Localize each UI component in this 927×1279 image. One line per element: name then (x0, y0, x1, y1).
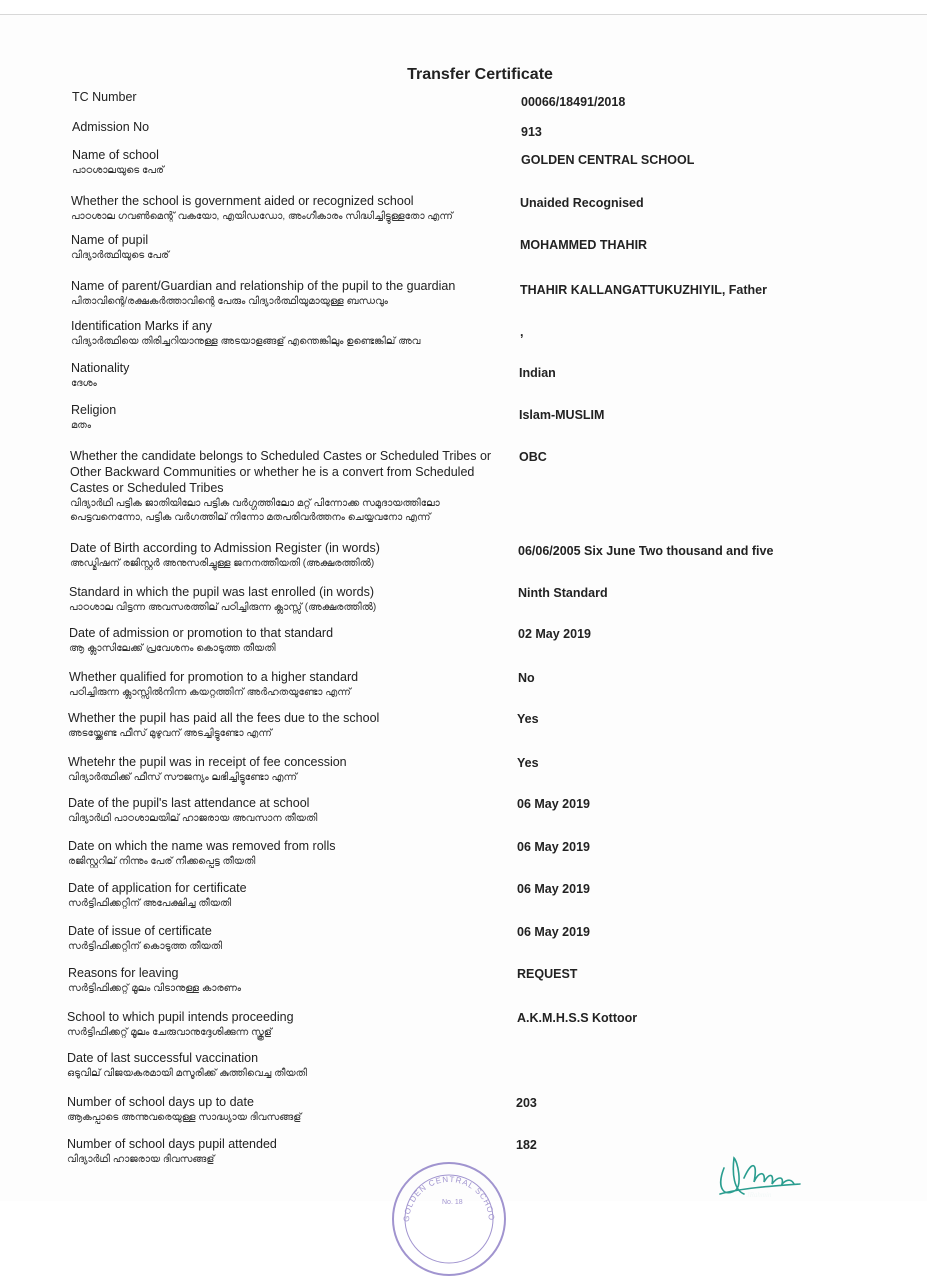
field-label-en: Date of application for certificate (68, 881, 247, 895)
field-value: Unaided Recognised (520, 196, 644, 210)
field-label-ml: സർട്ടിഫിക്കറ്റ് മൂലം ചേരുവാനുദ്ദേശിക്കുന്ന സ്കൂള് (67, 1027, 272, 1038)
field-label-en: Date of issue of certificate (68, 924, 212, 938)
field-label (68, 923, 498, 954)
field-label (71, 278, 501, 309)
field-label-ml: അഡ്മിഷന് രജിസ്റ്റർ അനുസരിച്ചുള്ള ജനനത്തീയതി (അക്ഷരത്തിൽ) (70, 558, 375, 569)
field-label (71, 360, 501, 391)
field-label (69, 669, 499, 700)
field-value: MOHAMMED THAHIR (520, 238, 648, 252)
field-label-ml: ആ ക്ലാസിലേക്ക് പ്രവേശനം കൊടുത്ത തീയതി (69, 643, 276, 654)
field-value: GOLDEN CENTRAL SCHOOL (521, 153, 695, 167)
field-value: 06 May 2019 (517, 797, 590, 811)
field-label-ml: രജിസ്റ്ററില് നിന്നും പേര് നീക്കപ്പെട്ട തീയതി (68, 856, 256, 867)
field-label-ml: വിദ്യാർഥി പട്ടിക ജാതിയിലോ പട്ടിക വർഗ്ഗത്തിലോ മറ്റ് പിന്നോക്ക സമുദായത്തിലോ പെട്ടവനെന്നോ, പട്ടിക വർഗത്തില് നിന്നോ മതപരിവർത്തനം ചെയ്യവനോ എന്ന് (70, 498, 440, 523)
field-label-en: Standard in which the pupil was last enrolled (in words) (69, 585, 375, 599)
field-label (67, 1009, 497, 1040)
field-label-ml: വിദ്യാർത്ഥിയെ തിരിച്ചറിയാനുള്ള അടയാളങ്ങള് എന്തെങ്കിലും ഉണ്ടെങ്കില് അവ (71, 336, 421, 347)
field-value: No (518, 671, 535, 685)
field-label (70, 448, 500, 525)
field-value: 06 May 2019 (517, 840, 590, 854)
field-label-en: Religion (71, 403, 117, 417)
field-label-en: Identification Marks if any (71, 319, 213, 333)
field-label-ml: വിദ്യാർഥി ഹാജരായ ദിവസങ്ങള് (67, 1154, 215, 1165)
field-label-en: School to which pupil intends proceeding (67, 1010, 294, 1024)
field-label (71, 193, 501, 224)
field-label-en: TC Number (72, 90, 137, 104)
field-label-ml: ആകപ്പാടെ അന്നുവരെയുള്ള സാദ്ധ്യായ ദിവസങ്ങള് (67, 1112, 302, 1123)
field-label-ml: പാഠശാല വിട്ടന്ന അവസരത്തില് പഠിച്ചിരുന്ന ക്ലാസ്സ് (അക്ഷരത്തിൽ) (69, 602, 377, 613)
field-value: Indian (519, 366, 556, 380)
field-label-ml: പാഠശാല ഗവൺമെന്റ് വകയോ, എയിഡഡോ, അംഗീകാരം സിദ്ധിച്ചിട്ടുള്ളതോ എന്ന് (71, 211, 453, 222)
field-label-en: Date of Birth according to Admission Register (in words) (70, 541, 380, 555)
field-label-en: Date of the pupil's last attendance at school (68, 796, 310, 810)
field-value: Ninth Standard (518, 586, 608, 600)
field-label-ml: ദേശം (71, 378, 97, 389)
field-label (67, 1136, 497, 1167)
field-label (71, 232, 501, 263)
field-label (71, 318, 501, 349)
field-label-ml: പാഠശാലയുടെ പേര് (72, 165, 164, 176)
field-value: 203 (516, 1096, 537, 1110)
field-label-en: Whether qualified for promotion to a higher standard (69, 670, 359, 684)
field-label-en: Number of school days up to date (67, 1095, 254, 1109)
field-label-ml: വിദ്യാർത്ഥിക്ക് ഫീസ് സൗജന്യം ലഭിച്ചിട്ടുണ്ടോ എന്ന് (68, 772, 298, 783)
field-label-ml: ഒടുവില് വിജയകരമായി മസൂരിക്ക് കുത്തിവെച്ച തീയതി (67, 1068, 307, 1079)
document-title: Transfer Certificate (407, 66, 553, 83)
signature (712, 1148, 807, 1200)
field-value: REQUEST (517, 967, 578, 981)
field-value: , (520, 325, 524, 339)
field-value: 06 May 2019 (517, 882, 590, 896)
stamp-text: GOLDEN CENTRAL SCHOO (401, 1174, 497, 1223)
field-value: 06/06/2005 Six June Two thousand and five (518, 544, 774, 558)
field-label-en: Nationality (71, 361, 130, 375)
field-label-en: Name of pupil (71, 233, 149, 247)
field-label (72, 147, 502, 178)
school-stamp (392, 1162, 506, 1276)
stamp-subtext: No. 18 (442, 1199, 463, 1206)
field-label (68, 754, 498, 785)
field-label (67, 1094, 497, 1125)
field-value: 182 (516, 1138, 537, 1152)
field-value: 02 May 2019 (518, 627, 591, 641)
field-label-ml: സർട്ടിഫിക്കറ്റിന് അപേക്ഷിച്ച തീയതി (68, 898, 232, 909)
field-label-en: Whether the candidate belongs to Scheduled Castes or Scheduled Tribes or Other Backward Communities or whether he is a convert from Scheduled Castes or Scheduled Tribes (70, 449, 492, 495)
field-label (68, 880, 498, 911)
field-value: 06 May 2019 (517, 925, 590, 939)
svg-text:GOLDEN CENTRAL SCHOOL (394, 1164, 496, 1222)
field-label (68, 965, 498, 996)
field-label-en: Reasons for leaving (68, 966, 179, 980)
field-label (68, 795, 498, 826)
field-label-en: Whether the pupil has paid all the fees due to the school (68, 711, 380, 725)
field-label (70, 540, 500, 571)
field-value: A.K.M.H.S.S Kottoor (517, 1011, 638, 1025)
field-label-ml: സർട്ടിഫിക്കറ്റ് മൂലം വിടാനുള്ള കാരണം (68, 983, 242, 994)
field-label-en: Number of school days pupil attended (67, 1137, 277, 1151)
field-label (72, 89, 502, 105)
field-label (68, 838, 498, 869)
field-label-en: Whether the school is government aided or recognized school (71, 194, 414, 208)
field-label (71, 402, 501, 433)
stamp-seal-icon (394, 1164, 504, 1274)
field-label (68, 710, 498, 741)
field-value: 913 (521, 125, 542, 139)
field-label-ml: അടയ്ക്കേണ്ട ഫീസ് മുഴുവന് അടച്ചിട്ടുണ്ടോ എന്ന് (68, 728, 272, 739)
field-label-en: Whetehr the pupil was in receipt of fee concession (68, 755, 347, 769)
field-label-en: Date of last successful vaccination (67, 1051, 259, 1065)
field-value: 00066/18491/2018 (521, 95, 626, 109)
field-label (67, 1050, 497, 1081)
signature-text: JRahmin (746, 1191, 772, 1199)
field-value: THAHIR KALLANGATTUKUZHIYIL, Father (520, 283, 767, 297)
field-label-ml: വിദ്യാർഥി പാഠശാലയില് ഹാജരായ അവസാന തീയതി (68, 813, 318, 824)
field-label (72, 119, 502, 135)
field-label-ml: വിദ്യാർത്ഥിയുടെ പേര് (71, 250, 170, 261)
field-label-en: Name of school (72, 148, 159, 162)
field-label-ml: പഠിച്ചിരുന്ന ക്ലാസ്സിൽനിന്ന കയറ്റത്തിന് അർഹതയുണ്ടോ എന്ന് (69, 687, 351, 698)
field-label-ml: പിതാവിന്റെ/രക്ഷകർത്താവിന്റെ പേരും വിദ്യാർത്ഥിയുമായുള്ള ബന്ധവും (71, 296, 388, 307)
field-label-en: Name of parent/Guardian and relationship of the pupil to the guardian (71, 279, 456, 293)
field-label-en: Date of admission or promotion to that standard (69, 626, 334, 640)
field-value: Yes (517, 756, 539, 770)
field-label-en: Date on which the name was removed from rolls (68, 839, 336, 853)
field-value: Islam-MUSLIM (519, 408, 605, 422)
field-label (69, 625, 499, 656)
field-label-ml: മതം (71, 420, 92, 431)
field-label-en: Admission No (72, 120, 150, 134)
field-value: Yes (517, 712, 539, 726)
field-value: OBC (519, 450, 547, 464)
field-label (69, 584, 499, 615)
field-label-ml: സർട്ടിഫിക്കറ്റിന് കൊടുത്ത തീയതി (68, 941, 223, 952)
